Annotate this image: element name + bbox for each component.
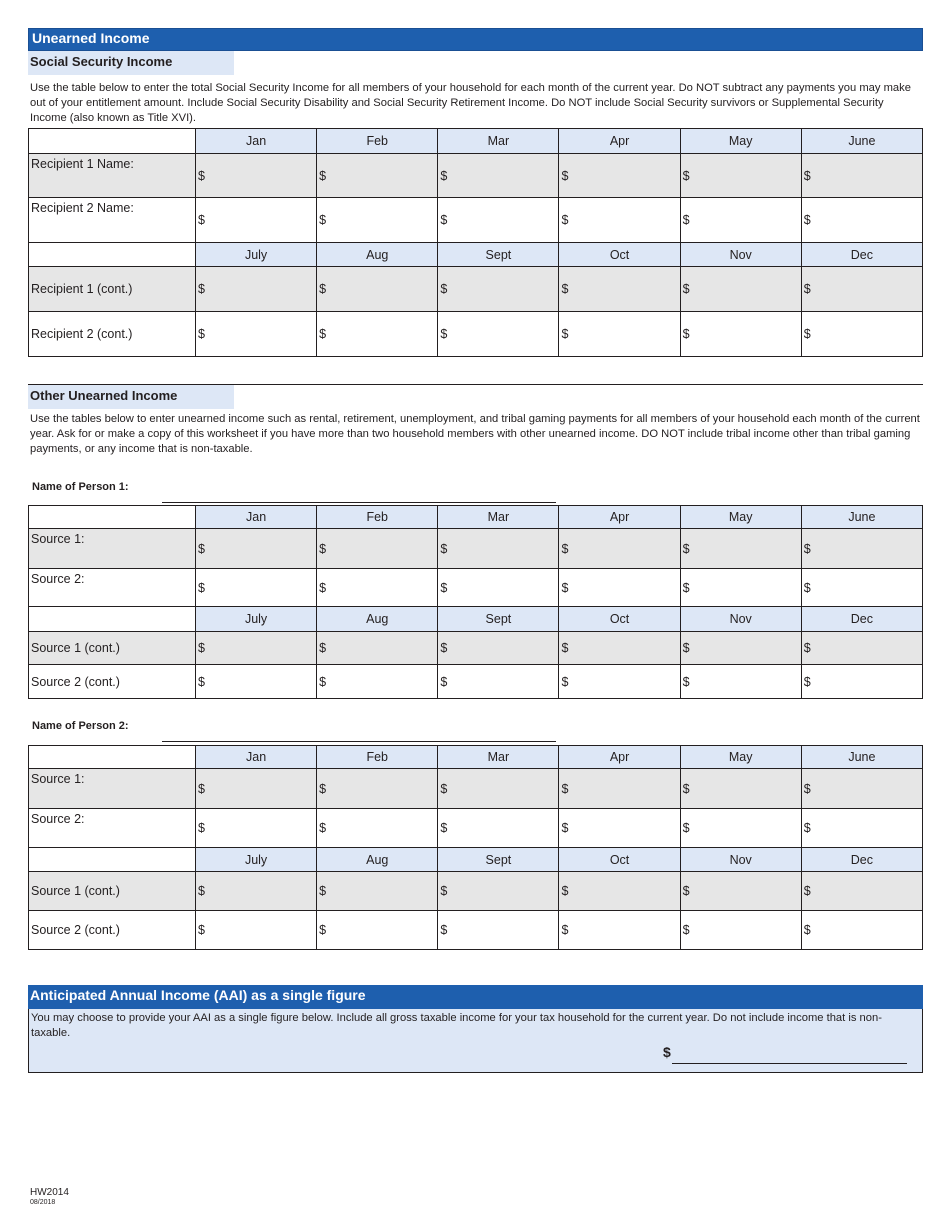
person2-table — [28, 745, 923, 950]
amount-cell[interactable]: $ — [438, 529, 559, 569]
amount-cell[interactable]: $ — [680, 569, 801, 607]
month-header: Oct — [559, 243, 680, 267]
amount-cell[interactable]: $ — [680, 312, 801, 357]
month-header: June — [801, 129, 922, 154]
amount-cell[interactable]: $ — [680, 267, 801, 312]
month-header: May — [680, 746, 801, 769]
amount-cell[interactable]: $ — [317, 198, 438, 243]
ssi-row-recipient1-cont — [29, 267, 923, 312]
amount-cell[interactable]: $ — [438, 769, 559, 809]
row-label: Recipient 1 (cont.) — [29, 267, 196, 312]
ssi-corner — [29, 243, 196, 267]
p1-row-source1-cont — [29, 632, 923, 665]
amount-cell[interactable]: $ — [438, 911, 559, 950]
amount-cell[interactable]: $ — [801, 632, 922, 665]
amount-cell[interactable]: $ — [559, 632, 680, 665]
amount-cell[interactable]: $ — [438, 569, 559, 607]
month-header: Feb — [317, 746, 438, 769]
amount-cell[interactable]: $ — [801, 267, 922, 312]
amount-cell[interactable]: $ — [438, 267, 559, 312]
ssi-instructions: Use the table below to enter the total Social Security Income for all members of your household for each month of the current year. Do NOT subtract any payments you may make out of your entitlement amount. Include Social Security Disability and Social Security Retirement Income. Do NOT include Social Security survivors or Supplemental Security Income (also known as Title XVI). — [30, 82, 911, 124]
amount-cell[interactable]: $ — [196, 809, 317, 848]
amount-cell[interactable]: $ — [317, 529, 438, 569]
month-header: Apr — [559, 746, 680, 769]
row-label: Source 1: — [29, 529, 196, 569]
table-corner — [29, 506, 196, 529]
ssi-heading: Social Security Income — [28, 51, 234, 75]
table-corner — [29, 848, 196, 872]
amount-cell[interactable]: $ — [680, 154, 801, 198]
p1-row-source2 — [29, 569, 923, 607]
amount-cell[interactable]: $ — [680, 872, 801, 911]
month-header: May — [680, 506, 801, 529]
month-header: Aug — [317, 607, 438, 632]
month-header: June — [801, 746, 922, 769]
amount-cell[interactable]: $ — [680, 529, 801, 569]
table-corner — [29, 746, 196, 769]
amount-cell[interactable]: $ — [317, 911, 438, 950]
amount-cell[interactable]: $ — [559, 911, 680, 950]
row-label: Source 1: — [29, 769, 196, 809]
amount-cell[interactable]: $ — [317, 665, 438, 699]
amount-cell[interactable]: $ — [559, 809, 680, 848]
month-header: July — [196, 243, 317, 267]
amount-cell[interactable]: $ — [801, 872, 922, 911]
amount-cell[interactable]: $ — [317, 569, 438, 607]
month-header: Sept — [438, 848, 559, 872]
amount-cell[interactable]: $ — [317, 809, 438, 848]
amount-cell[interactable]: $ — [559, 198, 680, 243]
month-header: Apr — [559, 506, 680, 529]
row-label: Source 1 (cont.) — [29, 632, 196, 665]
person1-table — [28, 505, 923, 699]
aai-amount-field[interactable] — [672, 1063, 907, 1064]
amount-cell[interactable]: $ — [559, 154, 680, 198]
month-header: Apr — [559, 129, 680, 154]
row-label: Recipient 1 Name: — [29, 154, 196, 198]
row-label: Recipient 2 (cont.) — [29, 312, 196, 357]
amount-cell[interactable]: $ — [801, 529, 922, 569]
row-label: Recipient 2 Name: — [29, 198, 196, 243]
ssi-row-recipient2-cont — [29, 312, 923, 357]
amount-cell[interactable]: $ — [801, 198, 922, 243]
amount-cell[interactable]: $ — [559, 769, 680, 809]
month-header: Nov — [680, 607, 801, 632]
p1-row-source2-cont — [29, 665, 923, 699]
amount-cell[interactable]: $ — [801, 665, 922, 699]
amount-cell[interactable]: $ — [559, 569, 680, 607]
amount-cell[interactable]: $ — [559, 665, 680, 699]
person1-name-field[interactable] — [162, 502, 556, 503]
amount-cell[interactable]: $ — [680, 632, 801, 665]
month-header: Mar — [438, 129, 559, 154]
month-header: Mar — [438, 506, 559, 529]
amount-cell[interactable]: $ — [801, 312, 922, 357]
form-number: HW2014 — [30, 1187, 69, 1198]
month-header: Jan — [196, 746, 317, 769]
row-label: Source 2: — [29, 569, 196, 607]
month-header: Feb — [317, 506, 438, 529]
month-header: Nov — [680, 243, 801, 267]
person1-label: Name of Person 1: — [32, 481, 129, 493]
person2-label: Name of Person 2: — [32, 720, 129, 732]
amount-cell[interactable]: $ — [196, 198, 317, 243]
month-header: July — [196, 848, 317, 872]
ssi-corner — [29, 129, 196, 154]
ssi-row-recipient2 — [29, 198, 923, 243]
amount-cell[interactable]: $ — [559, 267, 680, 312]
amount-cell[interactable]: $ — [438, 809, 559, 848]
amount-cell[interactable]: $ — [196, 665, 317, 699]
amount-cell[interactable]: $ — [801, 769, 922, 809]
other-instructions: Use the tables below to enter unearned income such as rental, retirement, unemployment, and tribal gaming payments for all members of your household each month of the current year. Ask for or make a copy of this worksheet if you have more than two household members with other unearned income. DO NOT include tribal income other than tribal gaming payments, or any income that is non-taxable. — [30, 413, 920, 455]
amount-cell[interactable]: $ — [680, 769, 801, 809]
amount-cell[interactable]: $ — [317, 632, 438, 665]
other-heading: Other Unearned Income — [28, 385, 234, 409]
amount-cell[interactable]: $ — [680, 198, 801, 243]
aai-box — [28, 985, 923, 1073]
form-date: 08/2018 — [30, 1199, 56, 1206]
row-label: Source 2 (cont.) — [29, 665, 196, 699]
amount-cell[interactable]: $ — [438, 198, 559, 243]
month-header: Dec — [801, 848, 922, 872]
amount-cell[interactable]: $ — [801, 154, 922, 198]
amount-cell[interactable]: $ — [801, 809, 922, 848]
amount-cell[interactable]: $ — [196, 154, 317, 198]
amount-cell[interactable]: $ — [317, 872, 438, 911]
amount-cell[interactable]: $ — [317, 267, 438, 312]
amount-cell[interactable]: $ — [801, 911, 922, 950]
month-header: May — [680, 129, 801, 154]
unearned-income-header — [28, 28, 923, 51]
month-header: Oct — [559, 848, 680, 872]
row-label: Source 1 (cont.) — [29, 872, 196, 911]
amount-cell[interactable]: $ — [196, 267, 317, 312]
month-header: Aug — [317, 848, 438, 872]
p2-row-source2 — [29, 809, 923, 848]
p1-row-source1 — [29, 529, 923, 569]
p2-row-source1 — [29, 769, 923, 809]
aai-instructions: You may choose to provide your AAI as a single figure below. Include all gross taxable income for your tax household for the current year. Do not include income that is non-taxable. — [31, 1012, 882, 1039]
month-header: Jan — [196, 506, 317, 529]
month-header: Oct — [559, 607, 680, 632]
p2-row-source1-cont — [29, 872, 923, 911]
amount-cell[interactable]: $ — [317, 312, 438, 357]
amount-cell[interactable]: $ — [438, 872, 559, 911]
amount-cell[interactable]: $ — [317, 769, 438, 809]
month-header: Sept — [438, 607, 559, 632]
amount-cell[interactable]: $ — [196, 872, 317, 911]
amount-cell[interactable]: $ — [196, 911, 317, 950]
ssi-row-recipient1 — [29, 154, 923, 198]
ssi-table — [28, 128, 923, 357]
amount-cell[interactable]: $ — [680, 809, 801, 848]
amount-cell[interactable]: $ — [438, 312, 559, 357]
amount-cell[interactable]: $ — [317, 154, 438, 198]
amount-cell[interactable]: $ — [196, 312, 317, 357]
month-header: Feb — [317, 129, 438, 154]
amount-cell[interactable]: $ — [559, 529, 680, 569]
month-header: June — [801, 506, 922, 529]
p2-row-source2-cont — [29, 911, 923, 950]
month-header: Mar — [438, 746, 559, 769]
amount-cell[interactable]: $ — [680, 665, 801, 699]
month-header: July — [196, 607, 317, 632]
person2-name-field[interactable] — [162, 741, 556, 742]
month-header: Dec — [801, 243, 922, 267]
row-label: Source 2: — [29, 809, 196, 848]
aai-title: Anticipated Annual Income (AAI) as a single figure — [30, 987, 366, 1003]
aai-header — [28, 985, 923, 1009]
amount-cell[interactable]: $ — [559, 872, 680, 911]
amount-cell[interactable]: $ — [801, 569, 922, 607]
unearned-income-title: Unearned Income — [32, 30, 150, 46]
month-header: Jan — [196, 129, 317, 154]
amount-cell[interactable]: $ — [680, 911, 801, 950]
amount-cell[interactable]: $ — [559, 312, 680, 357]
row-label: Source 2 (cont.) — [29, 911, 196, 950]
amount-cell[interactable]: $ — [196, 569, 317, 607]
table-corner — [29, 607, 196, 632]
amount-cell[interactable]: $ — [196, 769, 317, 809]
month-header: Aug — [317, 243, 438, 267]
month-header: Sept — [438, 243, 559, 267]
month-header: Dec — [801, 607, 922, 632]
month-header: Nov — [680, 848, 801, 872]
amount-cell[interactable]: $ — [438, 665, 559, 699]
aai-dollar-sign: $ — [663, 1044, 671, 1060]
amount-cell[interactable]: $ — [196, 632, 317, 665]
amount-cell[interactable]: $ — [196, 529, 317, 569]
amount-cell[interactable]: $ — [438, 154, 559, 198]
amount-cell[interactable]: $ — [438, 632, 559, 665]
